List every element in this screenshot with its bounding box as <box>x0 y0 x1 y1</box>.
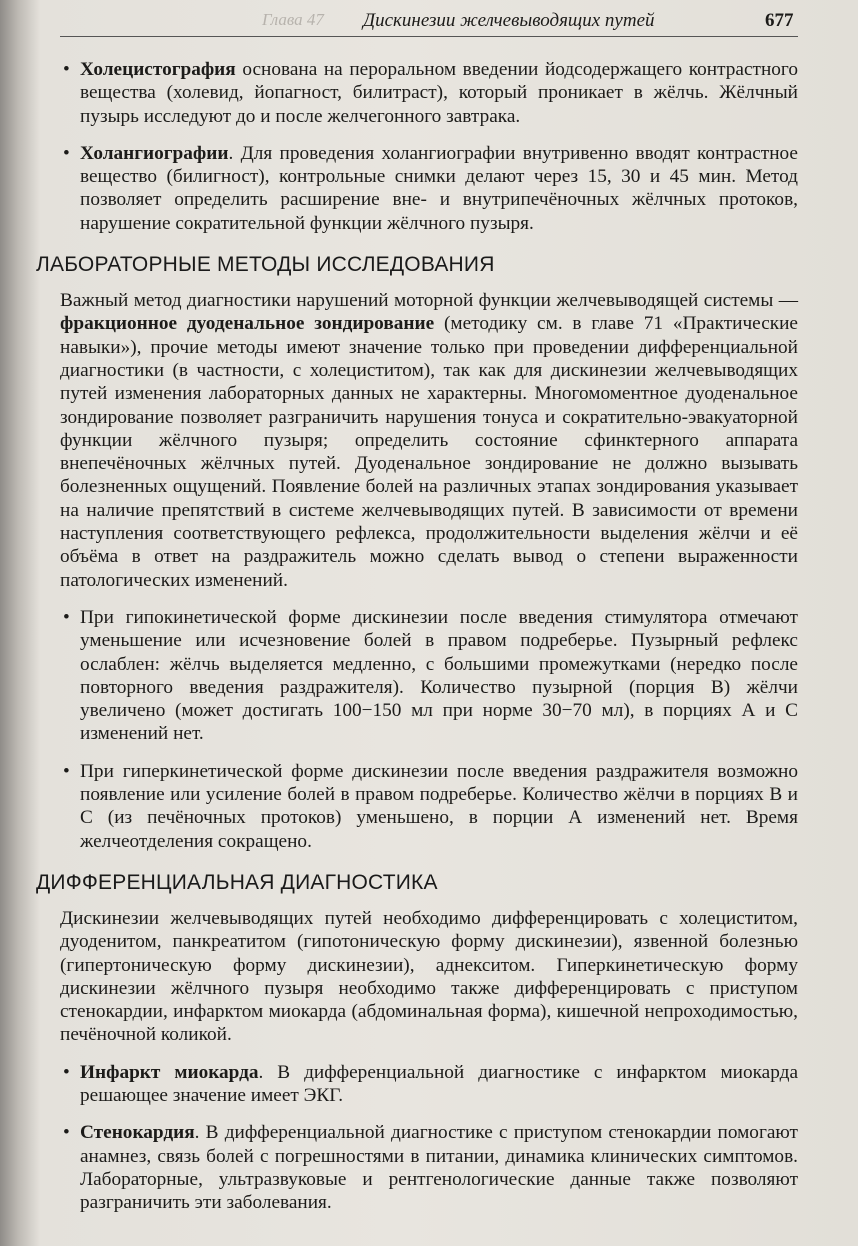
lab-paragraph <box>60 289 798 592</box>
page-number: 677 <box>765 10 794 31</box>
running-title: Дискинезии желчевыводящих путей <box>363 10 655 31</box>
bullet-text: При гиперкинетической форме дискинезии после введения раздражителя возможно появление или усиление болей в правом подреберье. Количество жёлчи в порциях В и С (из печёночных протоков) уменьшено, в порции А изменений нет. Время желчеотделения сокращено. <box>80 760 798 852</box>
header-rule <box>60 36 798 37</box>
bullet-dot-icon: • <box>63 1061 70 1083</box>
lab-text-start: Важный метод диагностики нарушений моторной функции желчевыводящей системы — <box>60 290 798 312</box>
lab-bold-term: фракционное дуоденальное зондирование <box>60 313 435 335</box>
bullet-text: При гипокинетической форме дискинезии после введения стимулятора отмечают уменьшение или исчезновение болей в правом подреберье. Пузырный рефлекс ослаблен: жёлчь выделяется медленно, с большими промежутками (нередко после повторного введения раздражителя). Количество пузырной (порция В) жёлчи увеличено (может достигать 100−150 мл при норме 30−70 мл), в порциях А и С изменений нет. <box>80 606 798 745</box>
page-body <box>36 58 798 1228</box>
differential-paragraph: Дискинезии желчевыводящих путей необходимо дифференцировать с холециститом, дуоденитом, панкреатитом (гипотоническую форму дискинезии), язвенной болезнью (гипертоническую форму дискинезии), аднекситом. Гиперкинетическую форму дискинезии жёлчного пузыря необходимо также дифференцировать с приступом стенокардии, инфарктом миокарда (абдоминальная форма), кишечной непроходимостью, печёночной коликой. <box>60 907 798 1046</box>
section-heading-differential: ДИФФЕРЕНЦИАЛЬНАЯ ДИАГНОСТИКА <box>36 870 438 894</box>
bullet-dot-icon: • <box>63 760 70 782</box>
bullet-dot-icon: • <box>63 59 70 80</box>
bullet-dot-icon: • <box>63 142 70 164</box>
bullet-angina <box>60 1121 798 1214</box>
bullet-cholangiography <box>60 142 798 235</box>
bullet-term: Холецистография <box>80 59 236 80</box>
page-header <box>0 8 858 34</box>
bullet-text: основана на пероральном введении йодсодержащего контрастного вещества (холевид, йопагност, билитраст), который проникает в жёлчь. Жёлчный пузырь исследуют до и после желчегонного завтрака. <box>80 59 798 127</box>
lab-text-end: (методику см. в главе 71 «Практические навыки»), прочие методы имеют значение только при проведении дифференциальной диагностики (в частности, с холециститом), так как для дискинезии желчевыводящих путей изменения лабораторных данных не характерны. Многомоментное дуоденальное зондирование позволяет разграничить нарушения тонуса и сократительно-эвакуаторной функции жёлчного пузыря; определить состояние сфинктерного аппарата внепечёночных жёлчных путей. Дуоденальное зондирование не должно вызывать болезненных ощущений. Появление болей на различных этапах зондирования указывает на наличие препятствий в системе желчевыводящих путей. В зависимости от времени наступления соответствующего рефлекса, продолжительности выделения жёлчи и её объёма в ответ на раздражитель можно сделать вывод о степени выраженности патологических изменений. <box>60 313 798 591</box>
bullet-dot-icon: • <box>63 606 70 628</box>
bullet-term: Холангиографии <box>80 142 229 164</box>
bullet-term: Стенокардия <box>80 1122 195 1144</box>
bullet-term: Инфаркт миокарда <box>80 1061 259 1083</box>
bullet-text: . В дифференциальной диагностике с приступом стенокардии помогают анамнез, связь болей с погрешностями в питании, динамика клинических симптомов. Лабораторные, ультразвуковые и рентгенологические данные также позволяют разграничить эти заболевания. <box>80 1122 798 1214</box>
bullet-hyperkinetic <box>60 760 798 853</box>
bullet-text: . В дифференциальной диагностике с инфарктом миокарда решающее значение имеет ЭКГ. <box>80 1061 798 1106</box>
bullet-dot-icon: • <box>63 1122 70 1144</box>
bullet-cholecystography <box>60 58 798 128</box>
section-heading-lab: ЛАБОРАТОРНЫЕ МЕТОДЫ ИССЛЕДОВАНИЯ <box>36 253 495 277</box>
bullet-myocardial-infarction <box>60 1061 798 1108</box>
bullet-hypokinetic <box>60 606 798 746</box>
bleed-through-text: Глава 47 <box>262 10 324 29</box>
bullet-text: . Для проведения холангиографии внутривенно вводят контрастное вещество (билигност), контрольные снимки делают через 15, 30 и 45 мин. Метод позволяет определить расширение вне- и внутрипечёночных жёлчных протоков, нарушение сократительной функции жёлчного пузыря. <box>80 142 798 234</box>
